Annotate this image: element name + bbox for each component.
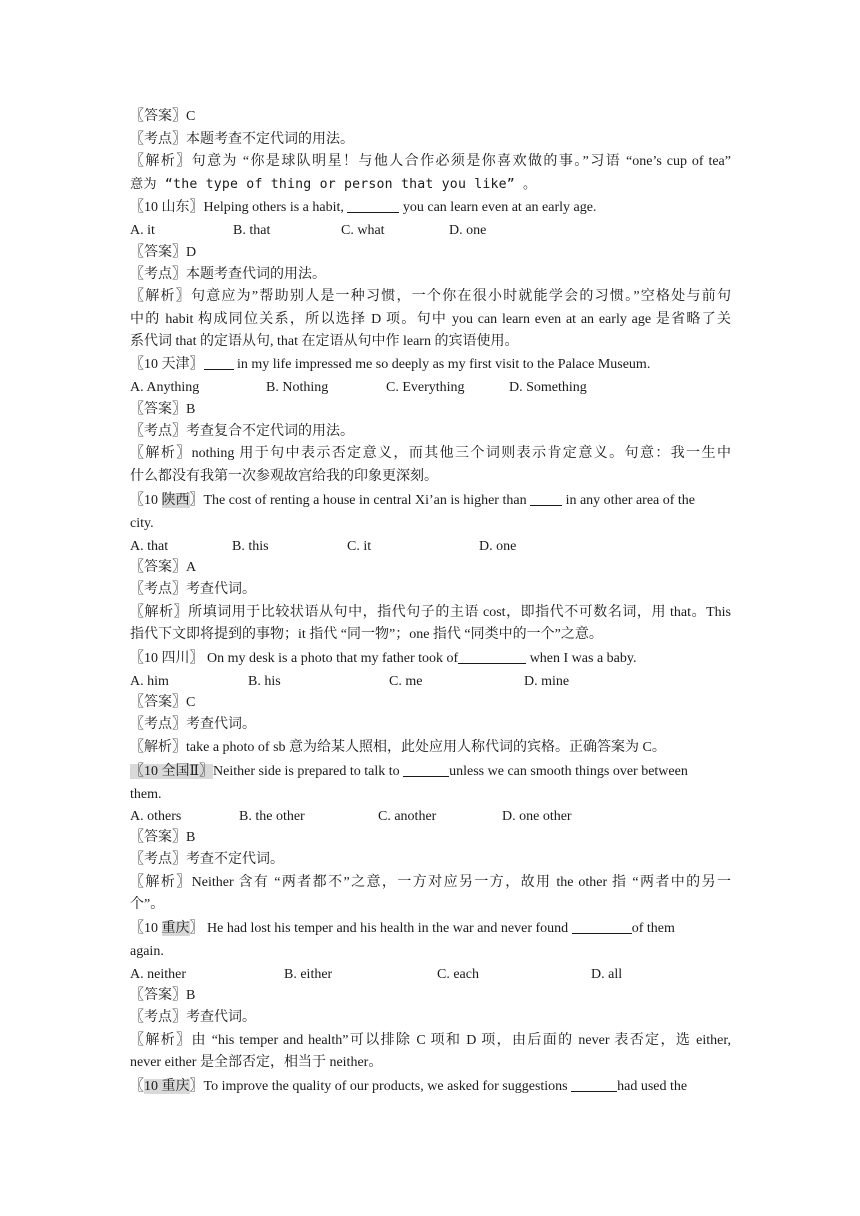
analysis-line: 中的 habit 构成同位关系，所以选择 D 项。句中 you can learn even at an early age 是省略了关 [130,312,731,327]
answer-line: 〖答案〗B [130,402,196,417]
analysis-line: never either 是全部否定，相当于 neither。 [130,1055,383,1070]
analysis-line: 〖解析〗nothing 用于句中表示否定意义，而其他三个词则表示肯定意义。句意：我一生中 [130,446,731,461]
point-line: 〖考点〗考查代词。 [130,582,256,597]
stem-text: He had lost his temper and his health in the war and never found [203,921,572,936]
option: C. each [437,967,479,982]
option: D. one [449,223,487,238]
answer-line: 〖答案〗A [130,560,197,575]
stem-text: The cost of renting a house in central Xi’an is higher than [203,493,531,508]
question-source: 〖10 天津〗 [130,357,204,372]
option: B. either [284,967,333,982]
question-stem [130,198,731,218]
question-source: 〖10 山东〗 [130,200,204,215]
stem-text: of them [631,921,675,936]
answer-blank [403,762,449,777]
stem-text: Neither side is prepared to talk to [213,764,404,779]
stem-text: had used the [617,1079,688,1094]
question-stem [130,762,731,782]
stem-text: in any other area of the [562,493,696,508]
answer-line: 〖答案〗C [130,695,196,710]
point-line: 〖考点〗考查代词。 [130,1010,256,1025]
question-source: 〖10 四川〗 [130,651,204,666]
stem-text: Helping others is a habit, [203,200,348,215]
option: C. Everything [386,380,465,395]
stem-text: you can learn even at an early age. [399,200,597,215]
analysis-line: 什么都没有我第一次参观故宫给我的印象更深刻。 [130,469,438,484]
stem-continuation: them. [130,787,162,802]
question-stem [130,649,731,669]
analysis-line: 〖解析〗句意应为”帮助别人是一种习惯，一个你在很小时就能学会的习惯。”空格处与前句 [130,289,731,304]
answer-blank [458,649,526,664]
question-source: 〖10 全国Ⅱ〗 [130,764,214,779]
option: A. that [130,539,169,554]
option: A. him [130,674,169,689]
source-highlight: 重庆 [161,921,190,936]
answer-line: 〖答案〗B [130,988,196,1003]
option: D. one [479,539,517,554]
option: B. Nothing [266,380,329,395]
stem-text: On my desk is a photo that my father took of [203,651,459,666]
option: A. Anything [130,380,200,395]
option: B. this [232,539,269,554]
point-line: 〖考点〗考查代词。 [130,717,256,732]
stem-text: To improve the quality of our products, we asked for suggestions [203,1079,572,1094]
point-line: 〖考点〗本题考查代词的用法。 [130,267,326,282]
option: D. all [591,967,623,982]
answer-line: 〖答案〗D [130,245,197,260]
option: A. others [130,809,182,824]
option: C. what [341,223,385,238]
analysis-line: 〖解析〗take a photo of sb 意为给某人照相，此处应用人称代词的宾格。正确答案为 C。 [130,740,666,755]
point-line: 〖考点〗本题考查不定代词的用法。 [130,132,354,147]
question-stem [130,1077,731,1097]
analysis-line: 〖解析〗所填词用于比较状语从句中，指代句子的主语 cost，即指代不可数名词，用 that。This [130,605,731,620]
analysis-line: 个”。 [130,897,165,912]
source-highlight: 陕西 [161,493,190,508]
question-stem [130,355,731,375]
question-source: 〖10 陕西〗 [130,493,204,508]
analysis-line: 〖解析〗Neither 含有 “两者都不”之意，一方对应另一方，故用 the other 指 “两者中的另一 [130,875,731,890]
analysis-line: 意为 “the type of thing or person that you like” 。 [130,177,537,192]
answer-blank [530,491,562,506]
answer-blank [347,198,399,213]
answer-blank [204,355,234,370]
question-source: 〖10 重庆〗 [130,1079,204,1094]
option: D. Something [509,380,587,395]
stem-text: when I was a baby. [526,651,637,666]
answer-blank [571,1077,617,1092]
answer-line: 〖答案〗B [130,830,196,845]
answer-blank [572,919,632,934]
option: D. one other [502,809,572,824]
point-line: 〖考点〗考查复合不定代词的用法。 [130,424,354,439]
option: D. mine [524,674,570,689]
source-highlight: 10 重庆 [144,1079,190,1094]
option: B. that [233,223,271,238]
stem-text: unless we can smooth things over between [449,764,688,779]
stem-text: in my life impressed me so deeply as my first visit to the Palace Museum. [233,357,651,372]
stem-continuation: again. [130,944,164,959]
option: C. another [378,809,437,824]
analysis-line: 指代下文即将提到的事物；it 指代 “同一物”；one 指代 “同类中的一个”之意。 [130,627,603,642]
analysis-line: 〖解析〗由 “his temper and health”可以排除 C 项和 D 项，由后面的 never 表否定，选 either, [130,1033,731,1048]
question-stem [130,491,731,511]
stem-continuation: city. [130,516,154,531]
point-line: 〖考点〗考查不定代词。 [130,852,284,867]
analysis-line: 系代词 that 的定语从句, that 在定语从句中作 learn 的宾语使用。 [130,334,519,349]
question-stem [130,919,731,939]
option: B. his [248,674,281,689]
option: C. it [347,539,372,554]
option: A. neither [130,967,186,982]
answer-line: 〖答案〗C [130,109,196,124]
analysis-line: 〖解析〗句意为 “你是球队明星！与他人合作必须是你喜欢做的事。”习语 “one’s cup of tea” [130,154,731,169]
option: C. me [389,674,423,689]
option: B. the other [239,809,305,824]
option: A. it [130,223,155,238]
question-source: 〖10 重庆〗 [130,921,204,936]
